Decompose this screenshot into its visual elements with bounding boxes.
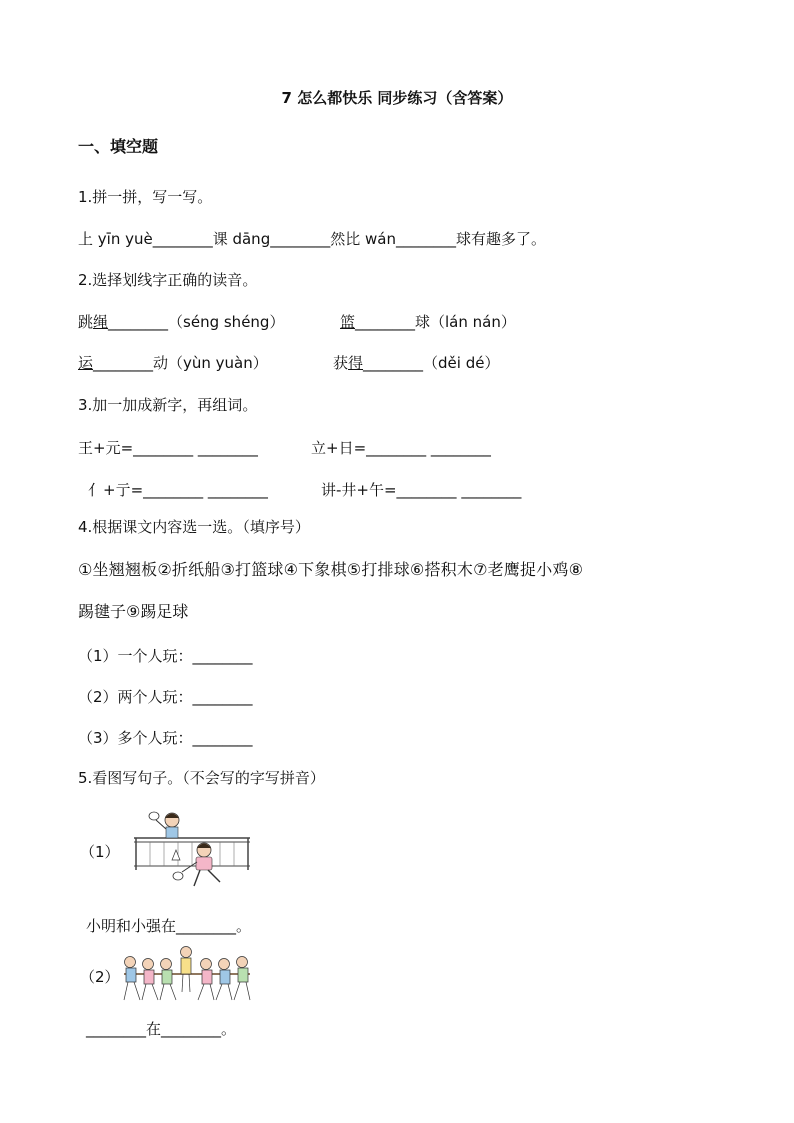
q3-item-d: 讲-井+午=________ ________ bbox=[321, 481, 522, 499]
q3-item-c: 亻+亍=________ ________ bbox=[88, 481, 268, 499]
q3-stem: 3.加一加成新字，再组词。 bbox=[78, 396, 258, 414]
q2-item-d bbox=[333, 353, 499, 373]
q2-b-rest: ________球（lán nán） bbox=[355, 313, 516, 331]
q5-p1-label: （1） bbox=[80, 843, 120, 861]
q5-p2-line: ________在________。 bbox=[86, 1020, 237, 1038]
q1-stem: 1.拼一拼，写一写。 bbox=[78, 188, 213, 206]
q2-d-underlined: 得 bbox=[348, 354, 364, 372]
q2-a-char: 跳 bbox=[78, 313, 94, 331]
q2-item-c bbox=[78, 353, 268, 373]
q5-stem: 5.看图写句子。（不会写的字写拼音） bbox=[78, 769, 325, 787]
q3-item-a: 王+元=________ ________ bbox=[78, 439, 258, 457]
page-title: 7 怎么都快乐 同步练习（含答案） bbox=[281, 89, 513, 107]
section-heading: 一、填空题 bbox=[78, 137, 159, 156]
q2-d-rest: ________（děi dé） bbox=[363, 354, 500, 372]
q2-item-a bbox=[78, 312, 284, 332]
q2-c-rest: ________动（yùn yuàn） bbox=[93, 354, 268, 372]
badminton-illustration bbox=[130, 806, 254, 890]
q1-line: 上 yīn yuè________课 dāng________然比 wán________球有趣多了。 bbox=[78, 230, 546, 248]
q2-a-rest: ________（séng shéng） bbox=[108, 313, 285, 331]
q4-part-2: （2）两个人玩：________ bbox=[78, 688, 253, 706]
q2-a-underlined: 绳 bbox=[93, 313, 109, 331]
q2-b-underlined: 篮 bbox=[340, 313, 356, 331]
q5-p2-label: （2） bbox=[80, 968, 120, 986]
q2-item-b bbox=[340, 312, 516, 332]
q2-c-underlined: 运 bbox=[78, 354, 94, 372]
tug-of-war-illustration bbox=[120, 944, 254, 1006]
q4-part-1: （1）一个人玩：________ bbox=[78, 647, 253, 665]
q3-item-b: 立+日=________ ________ bbox=[311, 439, 491, 457]
q2-stem: 2.选择划线字正确的读音。 bbox=[78, 271, 258, 289]
q2-d-char: 获 bbox=[333, 354, 349, 372]
q4-part-3: （3）多个人玩：________ bbox=[78, 729, 253, 747]
q4-options-line1: ①坐翘翘板②折纸船③打篮球④下象棋⑤打排球⑥搭积木⑦老鹰捉小鸡⑧ bbox=[78, 560, 584, 579]
q5-p1-line: 小明和小强在________。 bbox=[86, 917, 252, 935]
q4-stem: 4.根据课文内容选一选。（填序号） bbox=[78, 518, 310, 536]
q4-options-line2: 踢毽子⑨踢足球 bbox=[78, 602, 189, 621]
